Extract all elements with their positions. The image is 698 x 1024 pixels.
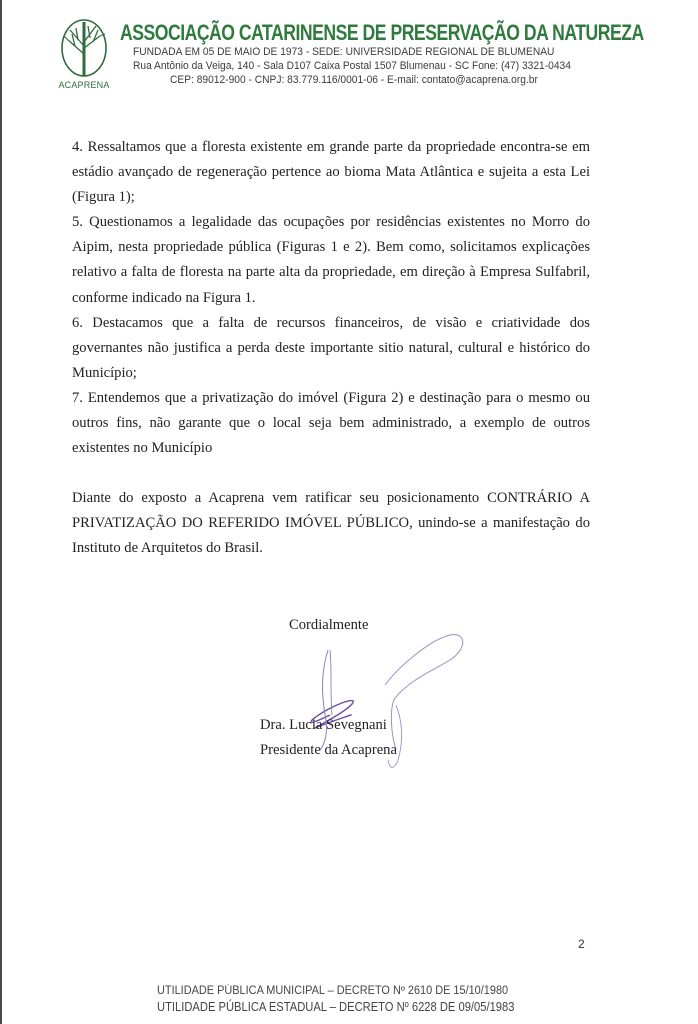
closing-salutation: Cordialmente [289, 617, 369, 633]
header-address-line: Rua Antônio da Veiga, 140 - Sala D107 Caixa Postal 1507 Blumenau - SC Fone: (47) 3321-0434 [133, 60, 571, 72]
numbered-items [72, 135, 590, 461]
signatory-name: Dra. Lucia Sevegnani [260, 717, 387, 733]
tree-logo-icon [48, 18, 120, 80]
signatory-role: Presidente da Acaprena [260, 742, 397, 758]
acaprena-logo [48, 18, 120, 92]
item-5: 5. Questionamos a legalidade das ocupações por residências existentes no Morro do Aipim, nesta propriedade pública (Figuras 1 e 2). Bem como, solicitamos explicações relativo a falta de floresta na parte alta da propriedade, em direção à Empresa Sulfabril, conforme indicado na Figura 1. [72, 214, 590, 306]
handwritten-signature [290, 620, 480, 790]
footer-municipal-decree: UTILIDADE PÚBLICA MUNICIPAL – DECRETO Nº 2610 DE 15/10/1980 [157, 985, 509, 997]
item-7: 7. Entendemos que a privatização do imóvel (Figura 2) e destinação para o mesmo ou outros fins, não garante que o local seja bem administrado, a exemplo de outros existentes no Município [72, 389, 590, 457]
footer-state-decree: UTILIDADE PÚBLICA ESTADUAL – DECRETO Nº 6228 DE 09/05/1983 [157, 999, 515, 1014]
header-founding-line: FUNDADA EM 05 DE MAIO DE 1973 - SEDE: UNIVERSIDADE REGIONAL DE BLUMENAU [133, 46, 555, 58]
page-number: 2 [578, 937, 585, 951]
logo-label: ACAPRENA [58, 80, 110, 90]
header-contact-line: CEP: 89012-900 - CNPJ: 83.779.116/0001-06 - E-mail: contato@acaprena.org.br [170, 74, 538, 86]
scan-edge-border [0, 0, 2, 1024]
conclusion-paragraph: Diante do exposto a Acaprena vem ratificar seu posicionamento CONTRÁRIO A PRIVATIZAÇÃO DO REFERIDO IMÓVEL PÚBLICO, unindo-se a manifestação do Instituto de Arquitetos do Brasil. [72, 490, 590, 557]
organization-name: ASSOCIAÇÃO CATARINENSE DE PRESERVAÇÃO DA NATUREZA [120, 20, 644, 45]
item-6: 6. Destacamos que a falta de recursos financeiros, de visão e criatividade dos governantes não justifica a perda deste importante sitio natural, cultural e histórico do Município; [72, 314, 590, 381]
item-4: 4. Ressaltamos que a floresta existente em grande parte da propriedade encontra-se em estádio avançado de regeneração pertence ao bioma Mata Atlântica e sujeita a esta Lei (Figura 1); [72, 139, 590, 206]
